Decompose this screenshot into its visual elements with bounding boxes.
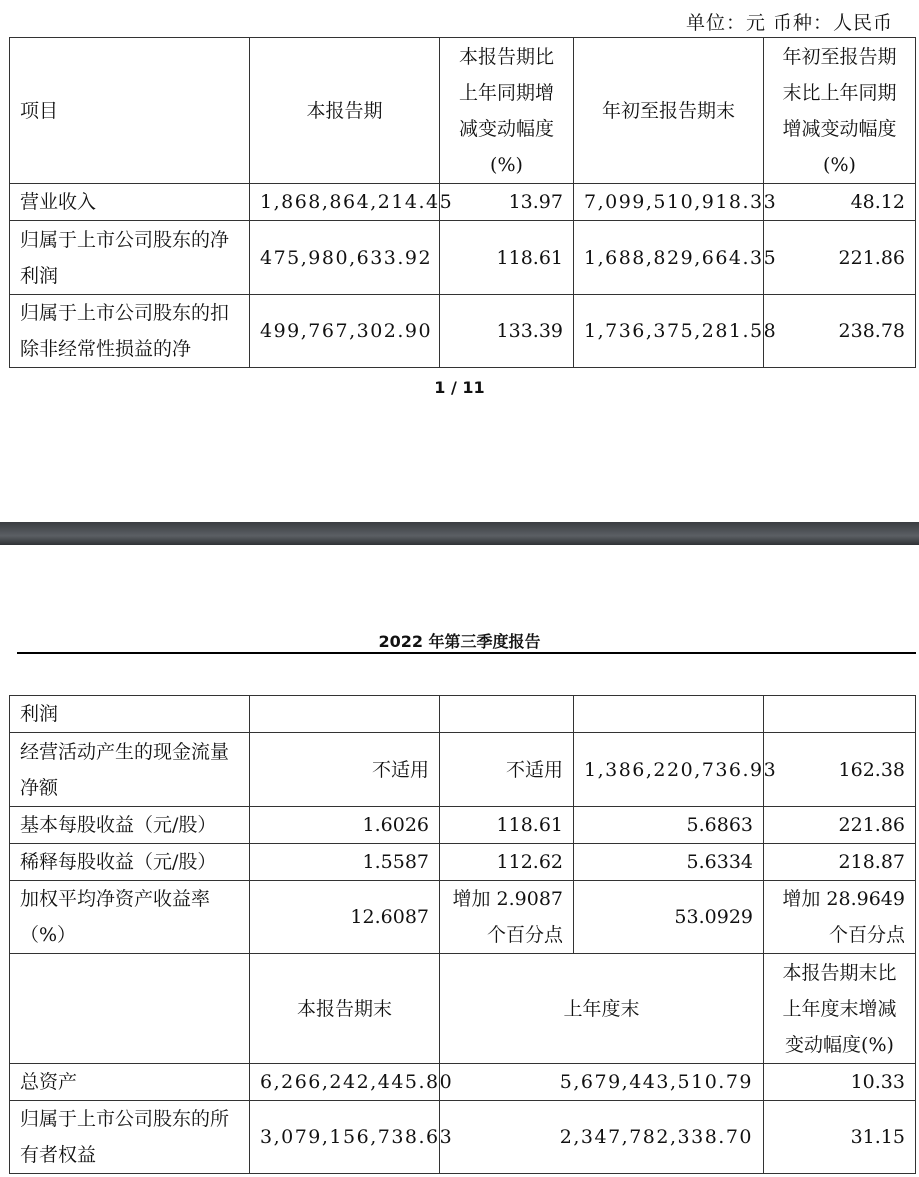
cell-empty bbox=[764, 696, 916, 733]
page-separator bbox=[0, 522, 919, 545]
cell-value: 增加 2.9087 个百分点 bbox=[440, 881, 574, 954]
row-label: 加权平均净资产收益率（%） bbox=[10, 881, 250, 954]
cell-value: 475,980,633.92 bbox=[250, 221, 440, 295]
cell-value: 不适用 bbox=[440, 733, 574, 807]
cell-value: 112.62 bbox=[440, 844, 574, 881]
row-label: 归属于上市公司股东的净利润 bbox=[10, 221, 250, 295]
header-current-period: 本报告期 bbox=[250, 38, 440, 184]
cell-value: 31.15 bbox=[764, 1101, 916, 1174]
subheader-period-end: 本报告期末 bbox=[250, 954, 440, 1064]
table-row bbox=[10, 881, 916, 954]
cell-value: 5,679,443,510.79 bbox=[440, 1064, 764, 1101]
unit-currency-note: 单位：元 币种：人民币 bbox=[685, 12, 893, 34]
cell-value: 218.87 bbox=[764, 844, 916, 881]
cell-empty bbox=[250, 696, 440, 733]
subheader-blank bbox=[10, 954, 250, 1064]
header-ytd-change: 年初至报告期末比上年同期增减变动幅度(%) bbox=[764, 38, 916, 184]
row-label: 营业收入 bbox=[10, 184, 250, 221]
table-header-row bbox=[10, 38, 916, 184]
row-label: 归属于上市公司股东的扣除非经常性损益的净 bbox=[10, 295, 250, 368]
financial-table-top bbox=[9, 37, 916, 368]
cell-value: 5.6334 bbox=[574, 844, 764, 881]
cell-value: 238.78 bbox=[764, 295, 916, 368]
row-label: 归属于上市公司股东的所有者权益 bbox=[10, 1101, 250, 1174]
cell-value: 7,099,510,918.33 bbox=[574, 184, 764, 221]
cell-empty bbox=[574, 696, 764, 733]
row-label: 总资产 bbox=[10, 1064, 250, 1101]
financial-table-bottom bbox=[9, 695, 916, 1174]
cell-value: 12.6087 bbox=[250, 881, 440, 954]
cell-value: 3,079,156,738.63 bbox=[250, 1101, 440, 1174]
cell-value: 499,767,302.90 bbox=[250, 295, 440, 368]
row-label: 基本每股收益（元/股） bbox=[10, 807, 250, 844]
cell-value: 不适用 bbox=[250, 733, 440, 807]
subheader-change: 本报告期末比上年度末增减变动幅度(%) bbox=[764, 954, 916, 1064]
table-row bbox=[10, 295, 916, 368]
table-row bbox=[10, 696, 916, 733]
cell-empty bbox=[440, 696, 574, 733]
page-number: 1 / 11 bbox=[434, 378, 485, 397]
cell-value: 2,347,782,338.70 bbox=[440, 1101, 764, 1174]
report-title: 2022 年第三季度报告 bbox=[378, 632, 541, 651]
cell-value: 1,688,829,664.35 bbox=[574, 221, 764, 295]
table-row bbox=[10, 1064, 916, 1101]
cell-value: 162.38 bbox=[764, 733, 916, 807]
cell-value: 10.33 bbox=[764, 1064, 916, 1101]
header-current-change: 本报告期比上年同期增减变动幅度(%) bbox=[440, 38, 574, 184]
table-subheader-row bbox=[10, 954, 916, 1064]
cell-value: 增加 28.9649 个百分点 bbox=[764, 881, 916, 954]
cell-value: 1,386,220,736.93 bbox=[574, 733, 764, 807]
cell-value: 1.6026 bbox=[250, 807, 440, 844]
cell-value: 5.6863 bbox=[574, 807, 764, 844]
table-row bbox=[10, 807, 916, 844]
table-row bbox=[10, 844, 916, 881]
cell-value: 133.39 bbox=[440, 295, 574, 368]
row-label: 经营活动产生的现金流量净额 bbox=[10, 733, 250, 807]
table-row bbox=[10, 184, 916, 221]
cell-value: 221.86 bbox=[764, 807, 916, 844]
cell-value: 118.61 bbox=[440, 807, 574, 844]
title-divider bbox=[17, 652, 916, 654]
cell-value: 48.12 bbox=[764, 184, 916, 221]
cell-value: 1.5587 bbox=[250, 844, 440, 881]
row-label: 稀释每股收益（元/股） bbox=[10, 844, 250, 881]
cell-value: 6,266,242,445.80 bbox=[250, 1064, 440, 1101]
cell-value: 13.97 bbox=[440, 184, 574, 221]
cell-value: 221.86 bbox=[764, 221, 916, 295]
table-row bbox=[10, 733, 916, 807]
table-row bbox=[10, 221, 916, 295]
cell-value: 1,736,375,281.58 bbox=[574, 295, 764, 368]
table-row bbox=[10, 1101, 916, 1174]
row-label: 利润 bbox=[10, 696, 250, 733]
cell-value: 1,868,864,214.45 bbox=[250, 184, 440, 221]
header-item: 项目 bbox=[10, 38, 250, 184]
header-ytd: 年初至报告期末 bbox=[574, 38, 764, 184]
cell-value: 53.0929 bbox=[574, 881, 764, 954]
cell-value: 118.61 bbox=[440, 221, 574, 295]
subheader-prior-year-end: 上年度末 bbox=[440, 954, 764, 1064]
